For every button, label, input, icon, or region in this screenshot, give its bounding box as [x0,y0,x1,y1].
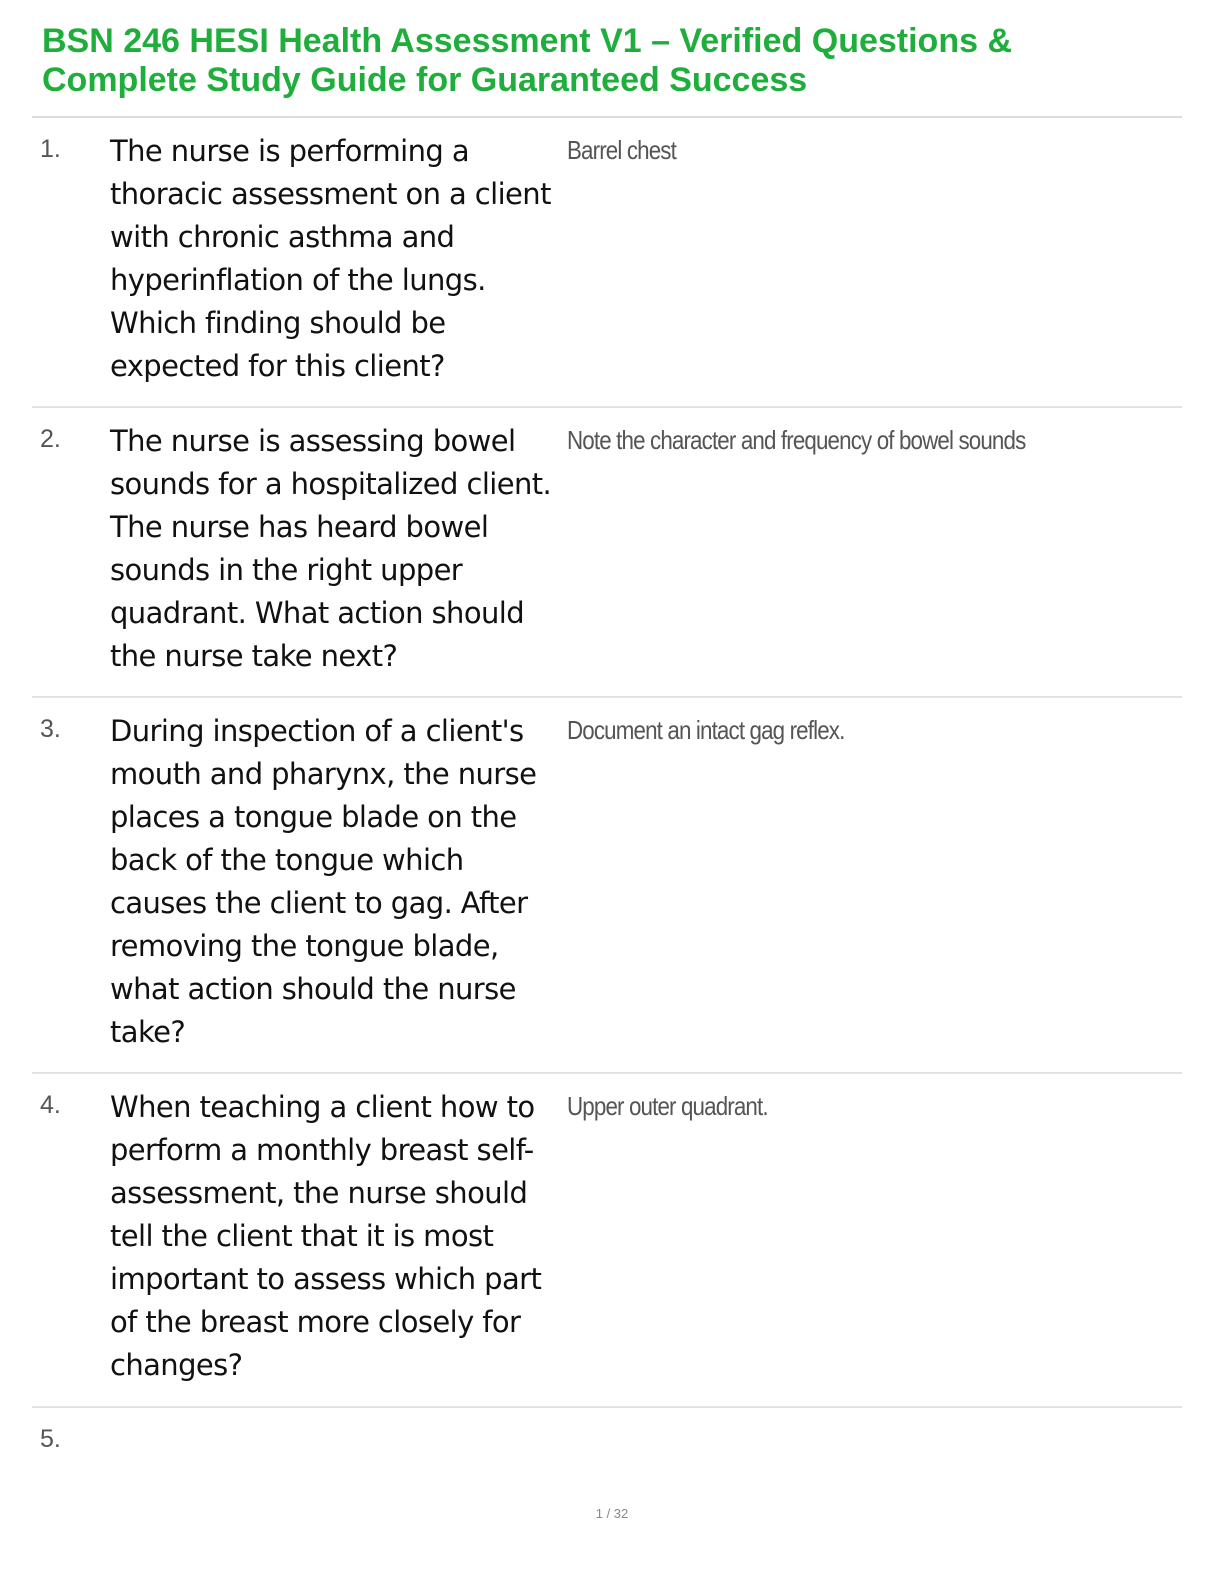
question-text: When teaching a client how to perform a monthly breast self-assessment, the nurse should tell the client that it is most important to assess which part of the breast more closely for changes? [110,1090,542,1382]
question-number: 3. [40,715,61,743]
question-row-4 [32,1074,1182,1408]
question-text: During inspection of a client's mouth and pharynx, the nurse places a tongue blade on the back of the tongue which causes the client to gag. After removing the tongue blade, what action should the nurse take? [110,714,537,1049]
question-number: 5. [40,1425,61,1453]
answer-text: Barrel chest [567,135,676,165]
question-number: 2. [40,425,61,453]
question-row-5 [32,1408,1182,1488]
question-row-1 [32,118,1182,408]
answer-text: Document an intact gag reflex. [567,715,845,745]
page-indicator: 1 / 32 [595,1506,629,1521]
question-row-2 [32,408,1182,698]
question-text: The nurse is performing a thoracic assessment on a client with chronic asthma and hyperinflation of the lungs. Which finding should be expected for this client? [110,134,551,383]
answer-text: Upper outer quadrant. [567,1091,768,1121]
question-number: 4. [40,1091,61,1119]
answer-text: Note the character and frequency of bowel sounds [567,425,1026,455]
question-list [32,118,1182,1488]
question-row-3 [32,698,1182,1074]
question-text: The nurse is assessing bowel sounds for a hospitalized client. The nurse has heard bowel sounds in the right upper quadrant. What action should the nurse take next? [110,424,552,673]
document-title: BSN 246 HESI Health Assessment V1 – Verified Questions & Complete Study Guide for Guaranteed Success [42,22,1012,99]
question-number: 1. [40,135,61,163]
